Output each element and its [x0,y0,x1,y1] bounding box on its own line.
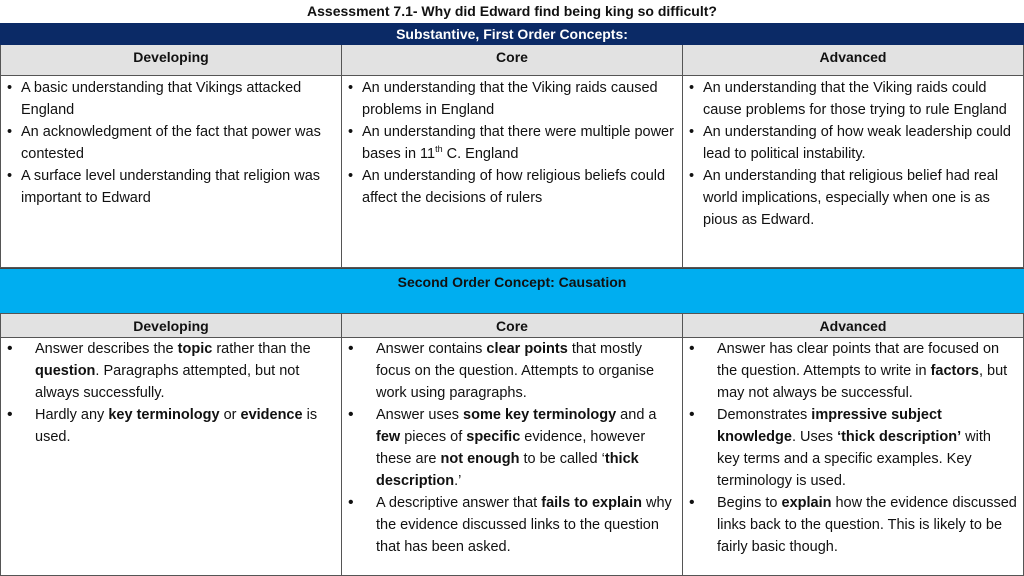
section2-col-advanced: Advanced [683,313,1024,338]
list-item: • A basic understanding that Vikings attacked England [7,77,333,121]
list-item: • An understanding that the Viking raids caused problems in England [348,77,674,121]
section2-core-cell [342,338,683,576]
section2-developing-cell [0,338,342,576]
section1-advanced-cell [683,76,1024,268]
section1-col-core: Core [342,45,683,76]
section1-header-row [0,45,1024,76]
section2-col-core: Core [342,313,683,338]
section1-core-cell [342,76,683,268]
list-item: • An understanding of how weak leadership could lead to political instability. [689,121,1015,165]
list-item: • An acknowledgment of the fact that power was contested [7,121,333,165]
list-item: • An understanding that there were multiple power bases in 11th C. England [348,121,674,165]
section2-advanced-cell [683,338,1024,576]
list-item: • Answer contains clear points that mostly focus on the question. Attempts to organise work using paragraphs. [346,338,676,404]
section2-header-row [0,313,1024,338]
section1-heading: Substantive, First Order Concepts: [0,23,1024,45]
section2-col-developing: Developing [0,313,342,338]
section2-heading: Second Order Concept: Causation [0,268,1024,313]
list-item: • An understanding that religious belief had real world implications, especially when one is as pious as Edward. [689,165,1015,231]
list-item: • An understanding that the Viking raids could cause problems for those trying to rule England [689,77,1015,121]
list-item: • Begins to explain how the evidence discussed links back to the question. This is likely to be fairly basic though. [687,492,1017,558]
list-item: • Hardly any key terminology or evidence is used. [5,404,335,448]
list-item: • Demonstrates impressive subject knowledge. Uses ‘thick description’ with key terms and a specific examples. Key terminology is used. [687,404,1017,492]
section1-col-developing: Developing [0,45,342,76]
list-item: • A descriptive answer that fails to explain why the evidence discussed links to the question that has been asked. [346,492,676,558]
section1-developing-cell [0,76,342,268]
list-item: • Answer has clear points that are focused on the question. Attempts to write in factors, but may not always be successful. [687,338,1017,404]
list-item: • A surface level understanding that religion was important to Edward [7,165,333,209]
section2-body-row [0,338,1024,576]
list-item: • An understanding of how religious beliefs could affect the decisions of rulers [348,165,674,209]
list-item: • Answer uses some key terminology and a few pieces of specific evidence, however these are not enough to be called ‘thick description.’ [346,404,676,492]
section1-body-row [0,76,1024,268]
page-title: Assessment 7.1- Why did Edward find being king so difficult? [0,0,1024,23]
section1-col-advanced: Advanced [683,45,1024,76]
list-item: • Answer describes the topic rather than the question. Paragraphs attempted, but not always successfully. [5,338,335,404]
